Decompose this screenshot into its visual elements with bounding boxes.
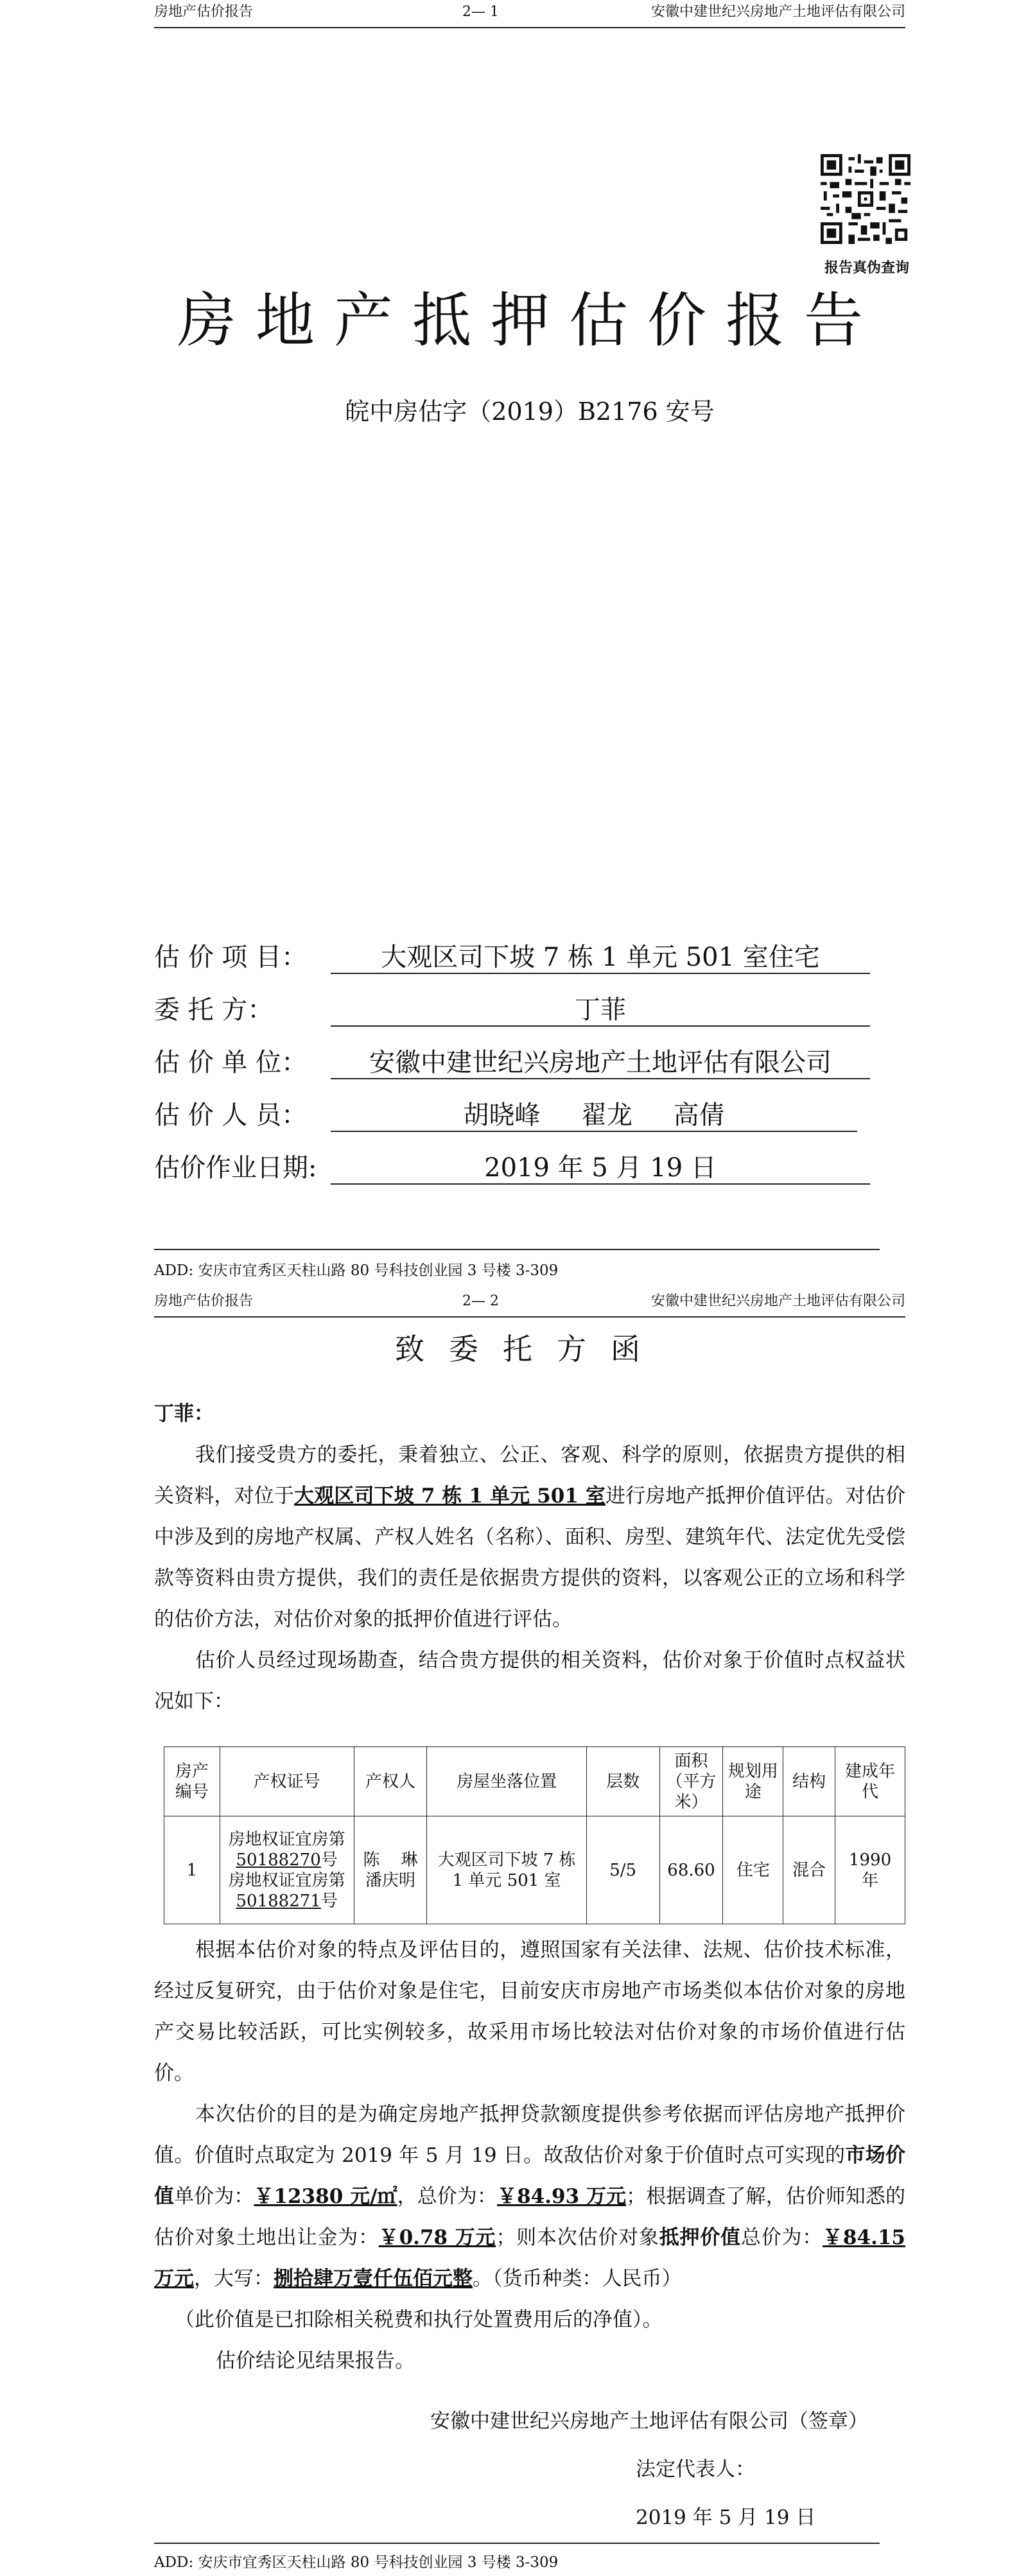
cell-location: 大观区司下坡 7 栋 1 单元 501 室: [427, 1816, 586, 1924]
table-header-row: [164, 1747, 905, 1816]
signature-date: 2019 年 5 月 19 日: [636, 2506, 816, 2529]
document-number: 皖中房估字（2019）B2176 安号: [345, 397, 715, 426]
field-label: 估 价 单 位：: [154, 1048, 308, 1077]
field-appraisers: [154, 1097, 725, 1133]
report-title: 房地产抵押估价报告: [177, 286, 882, 355]
letter-title: 致委托方函: [395, 1332, 665, 1366]
table-header: 产权证号: [220, 1747, 354, 1816]
divider: [154, 1249, 880, 1250]
field-label: 估价作业日期:: [154, 1153, 317, 1183]
unit-price: ￥12380 元/㎡: [254, 2185, 397, 2208]
cell-owner: 陈 琳 潘庆明: [354, 1816, 427, 1924]
cell-floors: 5/5: [586, 1816, 659, 1924]
letter-body: [154, 1393, 905, 1722]
header-right: 安徽中建世纪兴房地产土地评估有限公司: [650, 4, 905, 20]
note: （此价值是已扣除相关税费和执行处置费用后的净值）。: [175, 2308, 663, 2331]
salutation: 丁菲：: [154, 1402, 214, 1425]
field-value: 丁菲: [331, 992, 870, 1027]
field-value: 安徽中建世纪兴房地产土地评估有限公司: [331, 1045, 870, 1079]
field-value: 大观区司下坡 7 栋 1 单元 501 室住宅: [331, 939, 870, 974]
field-date: [154, 1150, 717, 1186]
page1-header: [154, 0, 905, 28]
header-page-number: 2— 2: [462, 1293, 499, 1309]
cell-use: 住宅: [723, 1816, 783, 1924]
table-header: 房产编号: [164, 1747, 220, 1816]
field-value: 胡晓峰 翟龙 高倩: [331, 1097, 857, 1132]
field-label: 估 价 人 员：: [154, 1101, 308, 1130]
qr-code-icon[interactable]: [821, 154, 910, 244]
property-table: [164, 1746, 905, 1924]
cell-no: 1: [164, 1816, 220, 1924]
conclusion: 估价结论见结果报告。: [216, 2349, 415, 2372]
cell-cert: 房地权证宜房第50188270号 房地权证宜房第50188271号: [220, 1816, 354, 1924]
address-line: ADD: 安庆市宜秀区天柱山路 80 号科技创业园 3 号楼 3-309: [154, 2554, 559, 2571]
paragraph-2: 估价人员经过现场勘查，结合贵方提供的相关资料，估价对象于价值时点权益状况如下：: [154, 1649, 905, 1713]
land-fee: ￥0.78 万元: [378, 2226, 496, 2249]
table-header: 层数: [586, 1747, 659, 1816]
header-left: 房地产估价报告: [154, 1293, 254, 1309]
header-page-number: 2— 1: [462, 4, 499, 20]
table-header: 结构: [783, 1747, 835, 1816]
field-label: 委 托 方：: [154, 995, 274, 1025]
table-header: 房屋坐落位置: [427, 1747, 586, 1816]
field-label: 估 价 项 目：: [154, 943, 308, 972]
property-location: 大观区司下坡 7 栋 1 单元 501 室: [294, 1484, 605, 1508]
paragraph-3: 根据本估价对象的特点及评估目的，遵照国家有关法律、法规、估价技术标准，经过反复研究，由于估价对象是住宅，目前安庆市房地产市场类似本估价对象的房地产交易比较活跃，可比实例较多，故采用市场比较法对估价对象的市场价值进行估价。: [154, 1938, 905, 2085]
address-line: ADD: 安庆市宜秀区天柱山路 80 号科技创业园 3 号楼 3-309: [154, 1262, 559, 1279]
table-header: 规划用途: [723, 1747, 783, 1816]
amount-in-words: 捌拾肆万壹仟伍佰元整: [274, 2267, 473, 2290]
cell-area: 68.60: [659, 1816, 723, 1924]
paragraph-4: 本次估价的目的是为确定房地产抵押贷款额度提供参考依据而评估房地产抵押价值。价值时点取定为 2019 年 5 月 19 日。故敌估价对象于价值时点可实现的市场价值单价为：￥12380 元/㎡，总价为：￥84.93 万元；根据调查了解，估价师知悉的估价对象土地出让金为：￥0.78 万元；则本次估价对象抵押价值总价为：￥84.15 万元，大写：捌拾肆万壹仟伍佰元整。（货币种类：人民币）: [154, 2103, 906, 2290]
table-header: 建成年代: [835, 1747, 905, 1816]
field-value: 2019 年 5 月 19 日: [331, 1150, 870, 1185]
letter-body-2: [154, 1929, 905, 2381]
header-right: 安徽中建世纪兴房地产土地评估有限公司: [650, 1293, 905, 1309]
header-left: 房地产估价报告: [154, 4, 254, 20]
cell-year: 1990 年: [835, 1816, 905, 1924]
company-signature: 安徽中建世纪兴房地产土地评估有限公司（签章）: [430, 2410, 868, 2433]
total-price: ￥84.93 万元: [497, 2185, 627, 2208]
table-row: [164, 1816, 905, 1924]
field-appraiser-unit: [154, 1045, 832, 1081]
cell-structure: 混合: [783, 1816, 835, 1924]
divider: [154, 2543, 880, 2544]
table-header: 面积（平方米）: [659, 1747, 723, 1816]
qr-caption: 报告真伪查询: [824, 259, 909, 276]
table-header: 产权人: [354, 1747, 427, 1816]
legal-representative: 法定代表人：: [636, 2458, 755, 2481]
page2-header: [154, 1289, 905, 1318]
paragraph-1: 我们接受贵方的委托，秉着独立、公正、客观、科学的原则，依据贵方提供的相关资料，对位于大观区司下坡 7 栋 1 单元 501 室进行房地产抵押价值评估。对估价中涉及到的房地产权属、产权人姓名（名称）、面积、房型、建筑年代、法定优先受偿款等资料由贵方提供，我们的责任是依据贵方提供的资料，以客观公正的立场和科学的估价方法，对估价对象的抵押价值进行评估。: [154, 1443, 906, 1631]
field-project: [154, 939, 820, 975]
mortgage-value: ￥84.15 万元: [154, 2226, 905, 2290]
field-client: [154, 992, 626, 1028]
